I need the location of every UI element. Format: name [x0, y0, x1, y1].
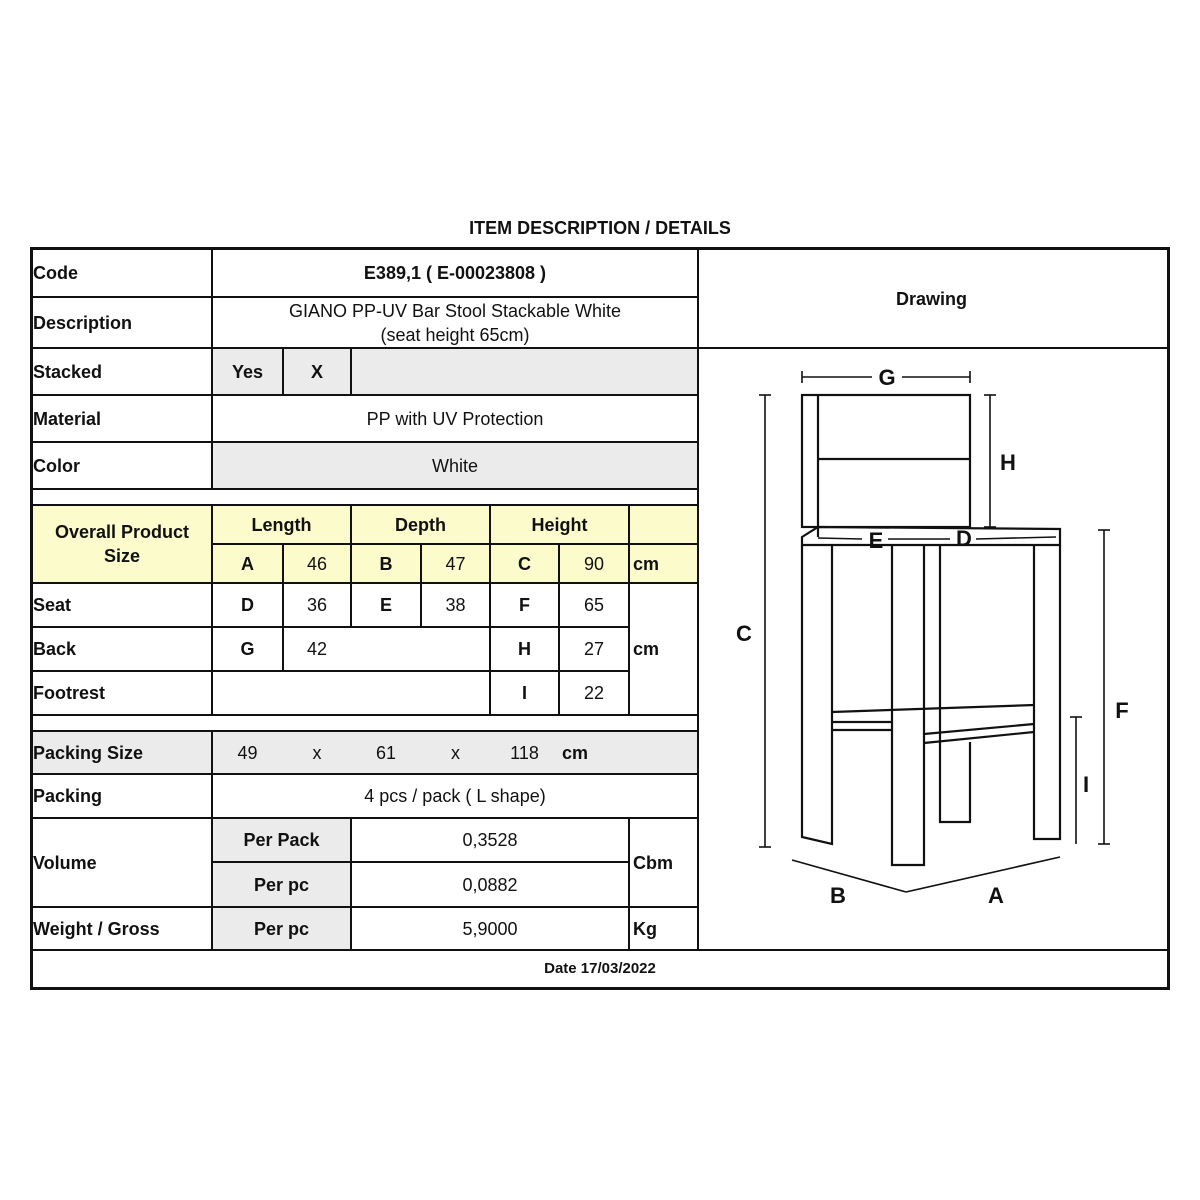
weight-per-pc-label: Per pc — [253, 918, 310, 939]
material-value: PP with UV Protection — [366, 408, 544, 429]
dim-label-e: E — [868, 528, 884, 553]
packing-label: Packing — [33, 786, 103, 806]
color-value: White — [431, 455, 478, 476]
dim-f-letter: F — [519, 595, 530, 615]
volume-unit: Cbm — [633, 852, 673, 873]
packing-times-2: x — [451, 742, 460, 763]
packing-value: 4 pcs / pack ( L shape) — [364, 786, 546, 806]
color-label: Color — [33, 455, 80, 476]
packing-depth: 61 — [375, 742, 397, 763]
dim-label-i: I — [1082, 772, 1090, 797]
drawing-label: Drawing — [895, 288, 967, 309]
item-details-sheet — [30, 247, 1170, 990]
dim-h-letter: H — [518, 639, 531, 659]
page-title: ITEM DESCRIPTION / DETAILS — [469, 218, 731, 238]
dim-e-letter: E — [379, 595, 392, 615]
weight-unit: Kg — [633, 918, 657, 939]
dim-label-c: C — [736, 621, 752, 646]
back-label: Back — [33, 639, 77, 659]
size-unit: cm — [633, 639, 660, 659]
packing-size-label: Packing Size — [33, 742, 144, 763]
dim-e-value: 38 — [445, 595, 466, 615]
dim-b-letter: B — [379, 553, 393, 574]
dim-i-letter: I — [521, 683, 527, 703]
h-line — [30, 488, 697, 490]
v-line — [350, 347, 352, 394]
packing-width: 49 — [237, 742, 258, 763]
stacked-yes: Yes — [231, 361, 264, 382]
dim-label-h: H — [1000, 450, 1016, 475]
dim-h-value: 27 — [583, 639, 605, 659]
dim-a-value: 46 — [306, 553, 328, 574]
dim-f-value: 65 — [583, 595, 605, 615]
description-label: Description — [33, 312, 133, 333]
dim-d-value: 36 — [306, 595, 328, 615]
material-label: Material — [33, 408, 102, 429]
weight-label: Weight / Gross — [33, 918, 160, 939]
description-line-1: GIANO PP-UV Bar Stool Stackable White — [288, 300, 622, 321]
volume-per-pack-value: 0,3528 — [462, 830, 518, 850]
length-header: Length — [251, 514, 312, 535]
code-label: Code — [33, 263, 78, 283]
h-line — [30, 714, 697, 716]
dim-label-g: G — [878, 365, 896, 390]
packing-height: 118 — [510, 742, 539, 763]
stacked-label: Stacked — [33, 361, 103, 382]
dim-c-letter: C — [518, 553, 531, 574]
seat-label: Seat — [33, 595, 72, 615]
dim-c-value: 90 — [583, 553, 605, 574]
overall-unit: cm — [633, 553, 660, 574]
footrest-label: Footrest — [33, 683, 105, 703]
dim-g-value: 42 — [306, 639, 328, 659]
stacked-mark: X — [310, 361, 323, 382]
volume-per-pc-value: 0,0882 — [462, 874, 518, 895]
dim-a-letter: A — [241, 553, 254, 574]
dim-label-f: F — [1115, 698, 1129, 723]
dim-d-letter: D — [241, 595, 254, 615]
packing-unit: cm — [562, 742, 589, 763]
dim-label-b: B — [830, 883, 846, 908]
description-line-2: (seat height 65cm) — [380, 324, 530, 345]
depth-header: Depth — [395, 514, 446, 535]
code-value: E389,1 ( E-00023808 ) — [363, 263, 547, 283]
dim-label-a: A — [988, 883, 1004, 908]
dim-label-d: D — [956, 526, 972, 551]
height-header: Height — [531, 514, 588, 535]
dim-b-value: 47 — [445, 553, 466, 574]
date-footer: Date 17/03/2022 — [544, 960, 656, 977]
packing-times-1: x — [312, 742, 322, 763]
dim-g-letter: G — [240, 639, 255, 659]
volume-label: Volume — [33, 852, 97, 873]
stool-drawing — [699, 349, 1164, 949]
dim-i-value: 22 — [583, 683, 605, 703]
description-value — [213, 298, 697, 347]
weight-value: 5,9000 — [462, 918, 518, 939]
overall-size-label: Overall Product Size — [54, 522, 190, 566]
volume-per-pc-label: Per pc — [253, 874, 310, 895]
volume-per-pack-label: Per Pack — [243, 830, 320, 850]
